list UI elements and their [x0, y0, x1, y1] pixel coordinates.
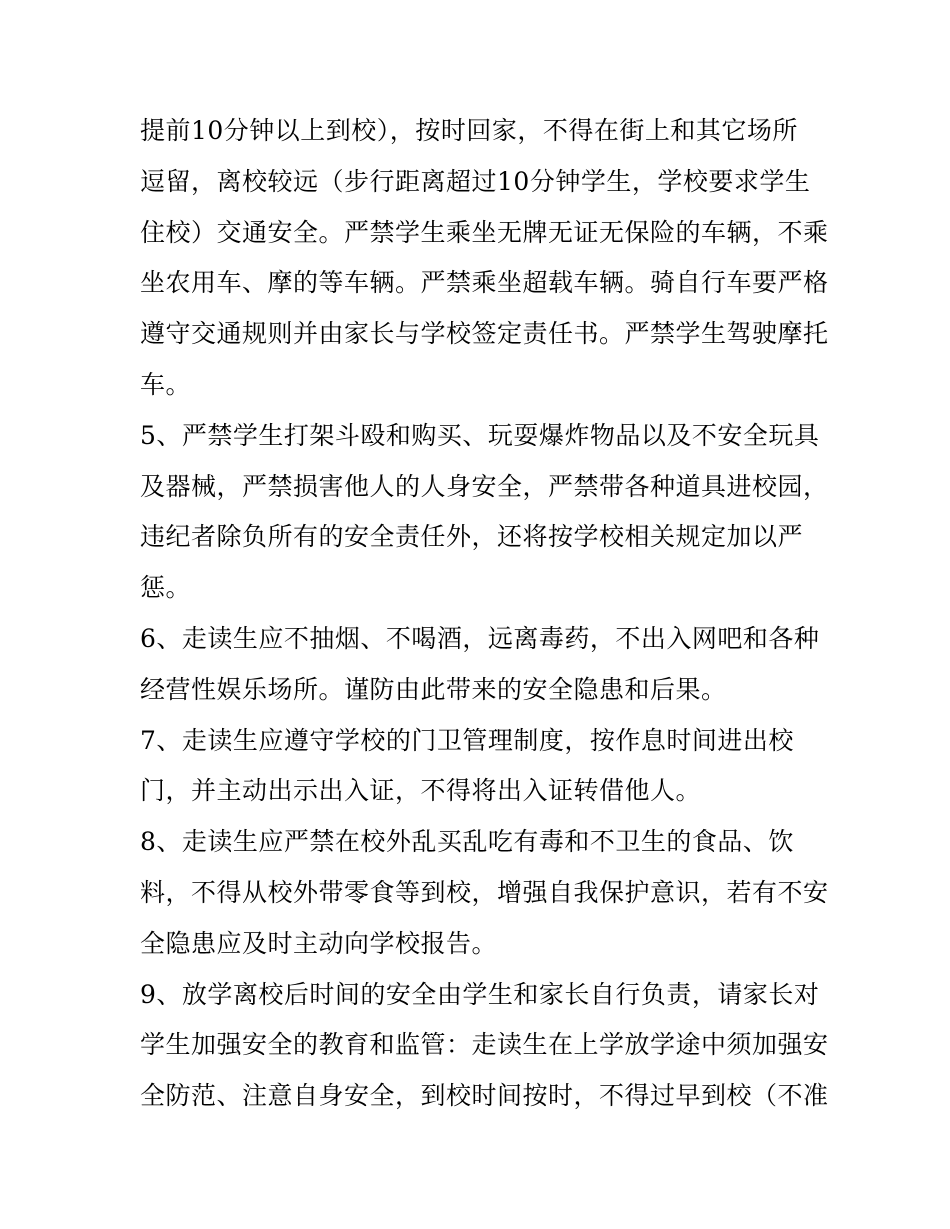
text-line: 7、走读生应遵守学校的门卫管理制度，按作息时间进出校: [140, 725, 794, 755]
text-line: 9、放学离校后时间的安全由学生和家长自行负责，请家长对: [140, 979, 820, 1009]
text-line: 坐农用车、摩的等车辆。严禁乘坐超载车辆。骑自行车要严格: [140, 268, 829, 298]
text-line: 遵守交通规则并由家长与学校签定责任书。严禁学生驾驶摩托: [140, 319, 829, 349]
text-line: 违纪者除负所有的安全责任外，还将按学校相关规定加以严: [140, 522, 804, 552]
text-line: 6、走读生应不抽烟、不喝酒，远离毒药，不出入网吧和各种: [140, 623, 820, 653]
text-line: 全防范、注意自身安全，到校时间按时，不得过早到校（不准: [140, 1081, 829, 1111]
text-line: 学生加强安全的教育和监管：走读生在上学放学途中须加强安: [140, 1030, 829, 1060]
text-line: 提前10分钟以上到校），按时回家，不得在街上和其它场所: [140, 116, 798, 145]
text-line: 门，并主动出示出入证，不得将出入证转借他人。: [140, 776, 702, 806]
text-line: 5、严禁学生打架斗殴和购买、玩耍爆炸物品以及不安全玩具: [140, 420, 820, 450]
document-body: [140, 106, 830, 1122]
text-line: 8、走读生应严禁在校外乱买乱吃有毒和不卫生的食品、饮: [140, 827, 794, 857]
text-line: 惩。: [140, 573, 192, 603]
text-line: 经营性娱乐场所。谨防由此带来的安全隐患和后果。: [140, 674, 727, 704]
text-line: 车。: [140, 369, 192, 399]
text-line: 及器械，严禁损害他人的人身安全，严禁带各种道具进校园，: [140, 471, 829, 501]
text-line: 住校）交通安全。严禁学生乘坐无牌无证无保险的车辆，不乘: [140, 217, 829, 247]
text-line: 全隐患应及时主动向学校报告。: [140, 928, 498, 958]
text-line: 逗留，离校较远（步行距离超过10分钟学生，学校要求学生: [140, 166, 811, 196]
text-line: 料，不得从校外带零食等到校，增强自我保护意识，若有不安: [140, 877, 829, 907]
